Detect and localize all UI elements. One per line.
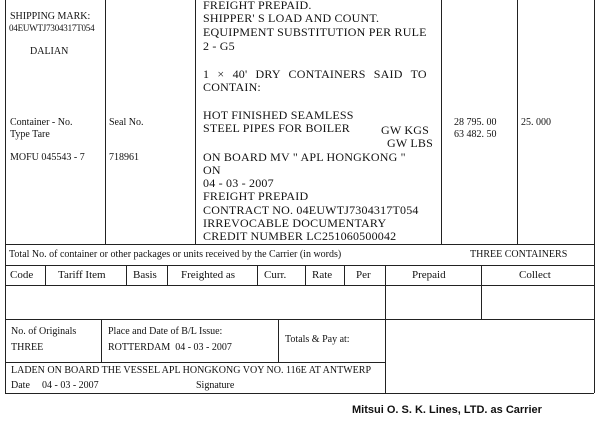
freight-sep-7	[385, 265, 386, 393]
carrier-name: Mitsui O. S. K. Lines, LTD. as Carrier	[352, 404, 542, 416]
row-line-freight-top	[5, 265, 594, 266]
desc-line-14: IRREVOCABLE DOCUMENTARY	[203, 216, 387, 230]
totals-pay-label: Totals & Pay at:	[285, 334, 350, 345]
laden-on-board-text: LADEN ON BOARD THE VESSEL APL HONGKONG VOY NO. 116E AT ANTWERP	[11, 365, 372, 376]
originals-label: No. of Originals	[11, 326, 77, 337]
originals-sep-2	[278, 319, 279, 362]
container-label-1: Container - No.	[10, 117, 73, 128]
desc-line-7: HOT FINISHED SEAMLESS	[203, 108, 354, 122]
col-sep-marks	[105, 0, 106, 244]
freight-header-code: Code	[10, 269, 34, 281]
desc-line-13: CONTRACT NO. 04EUWTJ7304317T054	[203, 203, 419, 217]
border-left	[5, 0, 6, 393]
container-number: MOFU 045543 - 7	[10, 152, 85, 163]
originals-sep-1	[101, 319, 102, 362]
gw-lbs-label: GW LBS	[387, 136, 433, 150]
shipping-mark-value: 04EUWTJ7304317T054	[9, 23, 95, 33]
freight-header-basis: Basis	[133, 269, 157, 281]
desc-line-1: FREIGHT PREPAID.	[203, 0, 312, 12]
seal-number: 718961	[109, 152, 139, 163]
desc-line-5: 1 × 40' DRY CONTAINERS SAID TO	[203, 67, 427, 81]
desc-line-10: ON	[203, 163, 221, 177]
total-value: THREE CONTAINERS	[470, 249, 568, 260]
desc-line-8: STEEL PIPES FOR BOILER	[203, 121, 350, 135]
desc-line-4: 2 - G5	[203, 39, 235, 53]
row-line-freight-body-bottom	[5, 319, 594, 320]
desc-line-3: EQUIPMENT SUBSTITUTION PER RULE	[203, 25, 427, 39]
row-line-originals-bottom	[5, 362, 385, 363]
desc-line-12: FREIGHT PREPAID	[203, 189, 309, 203]
port-of-discharge: DALIAN	[30, 46, 69, 57]
container-label-2: Type Tare	[10, 129, 50, 140]
shipping-mark-label: SHIPPING MARK:	[10, 11, 91, 22]
border-right	[594, 0, 595, 393]
issue-value: ROTTERDAM 04 - 03 - 2007	[108, 342, 232, 353]
desc-line-15: CREDIT NUMBER LC251060500042	[203, 229, 397, 243]
desc-line-2: SHIPPER' S LOAD AND COUNT.	[203, 11, 380, 25]
freight-sep-3	[167, 265, 168, 285]
freight-sep-4	[257, 265, 258, 285]
freight-header-tariff-item: Tariff Item	[58, 269, 106, 281]
desc-line-9: ON BOARD MV " APL HONGKONG "	[203, 150, 406, 164]
signature-label: Signature	[196, 380, 235, 391]
col-sep-seal	[195, 0, 196, 244]
freight-sep-5	[305, 265, 306, 285]
freight-header-rate: Rate	[312, 269, 333, 281]
freight-sep-6	[344, 265, 345, 285]
freight-sep-8	[481, 265, 482, 319]
desc-line-6: CONTAIN:	[203, 80, 261, 94]
total-label: Total No. of container or other packages or units received by the Carrier (in words)	[9, 249, 342, 260]
laden-date-value: 04 - 03 - 2007	[42, 380, 99, 391]
col-sep-desc	[441, 0, 442, 244]
freight-header-per: Per	[356, 269, 371, 281]
laden-date-label: Date	[11, 380, 30, 391]
desc-line-11: 04 - 03 - 2007	[203, 176, 274, 190]
seal-label: Seal No.	[109, 117, 144, 128]
row-line-freight-header-bottom	[5, 285, 594, 286]
originals-value: THREE	[11, 342, 44, 353]
issue-label: Place and Date of B/L Issue:	[108, 326, 223, 337]
freight-header-currency: Curr.	[264, 269, 287, 281]
freight-sep-2	[126, 265, 127, 285]
row-line-bottom	[5, 393, 594, 394]
freight-header-prepaid: Prepaid	[412, 269, 446, 281]
freight-header-freighted-as: Freighted as	[181, 269, 236, 281]
col-sep-weight	[517, 0, 518, 244]
row-line-total-top	[5, 244, 594, 245]
gross-weight-kgs: 28 795. 00	[454, 117, 497, 128]
freight-sep-1	[45, 265, 46, 285]
freight-header-collect: Collect	[519, 269, 551, 281]
gw-kgs-label: GW KGS	[381, 123, 429, 137]
measurement-value: 25. 000	[521, 117, 551, 128]
gross-weight-lbs: 63 482. 50	[454, 129, 497, 140]
